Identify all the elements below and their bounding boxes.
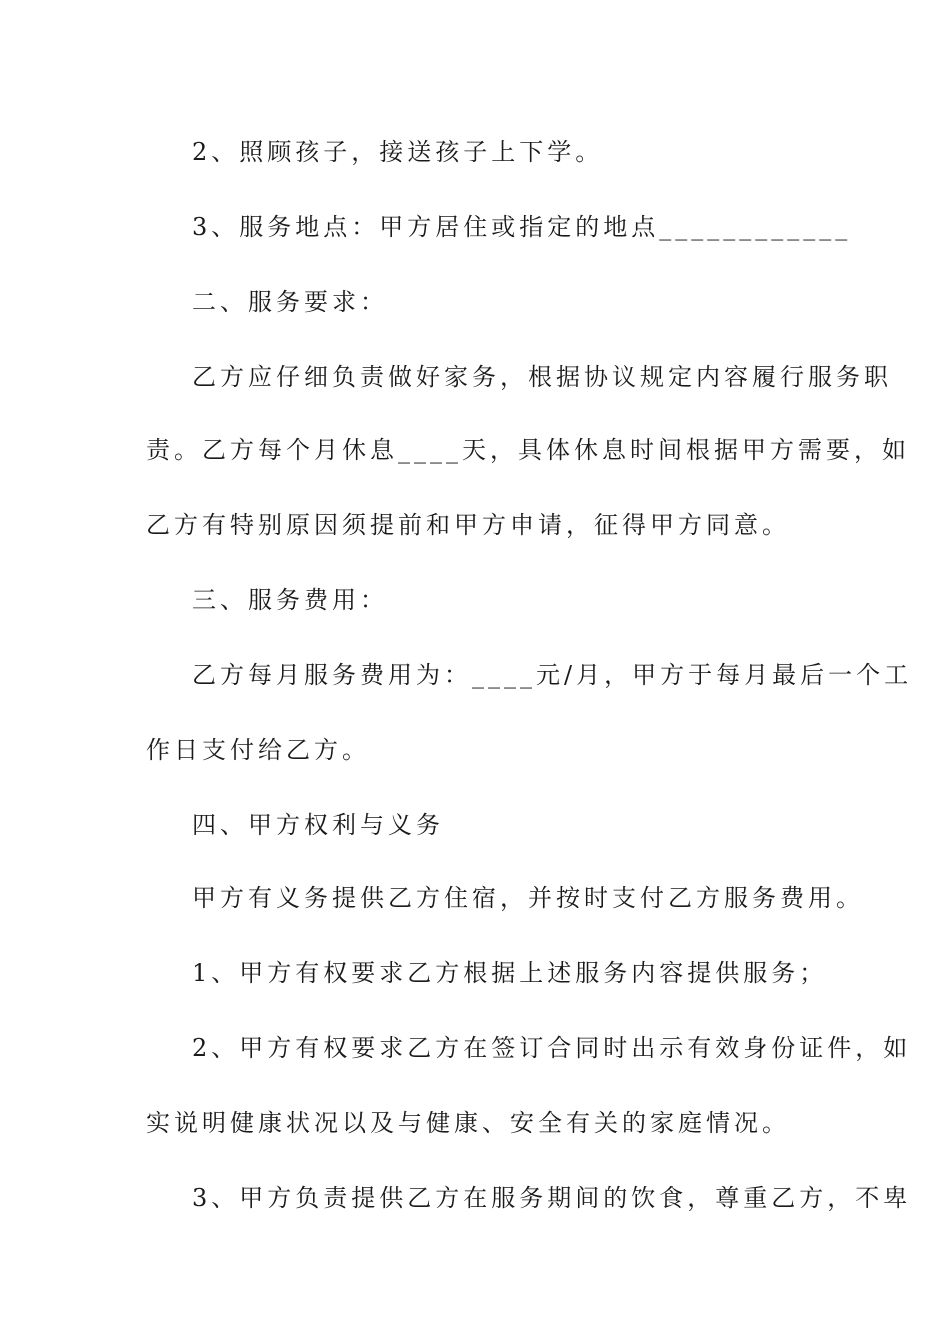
section-heading-party-a-rights: 四、甲方权利与义务 (192, 811, 444, 839)
paragraph-requirements-line-3: 乙方有特别原因须提前和甲方申请，征得甲方同意。 (146, 511, 790, 539)
section-heading-service-fees: 三、服务费用： (192, 586, 388, 614)
list-item-right-2-line-1: 2、甲方有权要求乙方在签订合同时出示有效身份证件，如 (192, 1034, 912, 1062)
paragraph-requirements-line-1: 乙方应仔细负责做好家务，根据协议规定内容履行服务职 (192, 363, 892, 391)
paragraph-party-a-obligation: 甲方有义务提供乙方住宿，并按时支付乙方服务费用。 (192, 884, 864, 912)
line-item-childcare: 2、照顾孩子，接送孩子上下学。 (192, 138, 604, 166)
line-service-location: 3、服务地点：甲方居住或指定的地点____________ (192, 213, 852, 241)
section-heading-service-requirements: 二、服务要求： (192, 288, 388, 316)
paragraph-requirements-line-2: 责。乙方每个月休息____天，具体休息时间根据甲方需要，如 (146, 436, 910, 464)
paragraph-fees-line-2: 作日支付给乙方。 (146, 736, 370, 764)
paragraph-fees-line-1: 乙方每月服务费用为：____元/月，甲方于每月最后一个工 (192, 661, 913, 689)
list-item-right-3-line-1: 3、甲方负责提供乙方在服务期间的饮食，尊重乙方，不卑 (192, 1184, 912, 1212)
list-item-right-2-line-2: 实说明健康状况以及与健康、安全有关的家庭情况。 (146, 1109, 790, 1137)
list-item-right-1: 1、甲方有权要求乙方根据上述服务内容提供服务； (192, 959, 828, 987)
